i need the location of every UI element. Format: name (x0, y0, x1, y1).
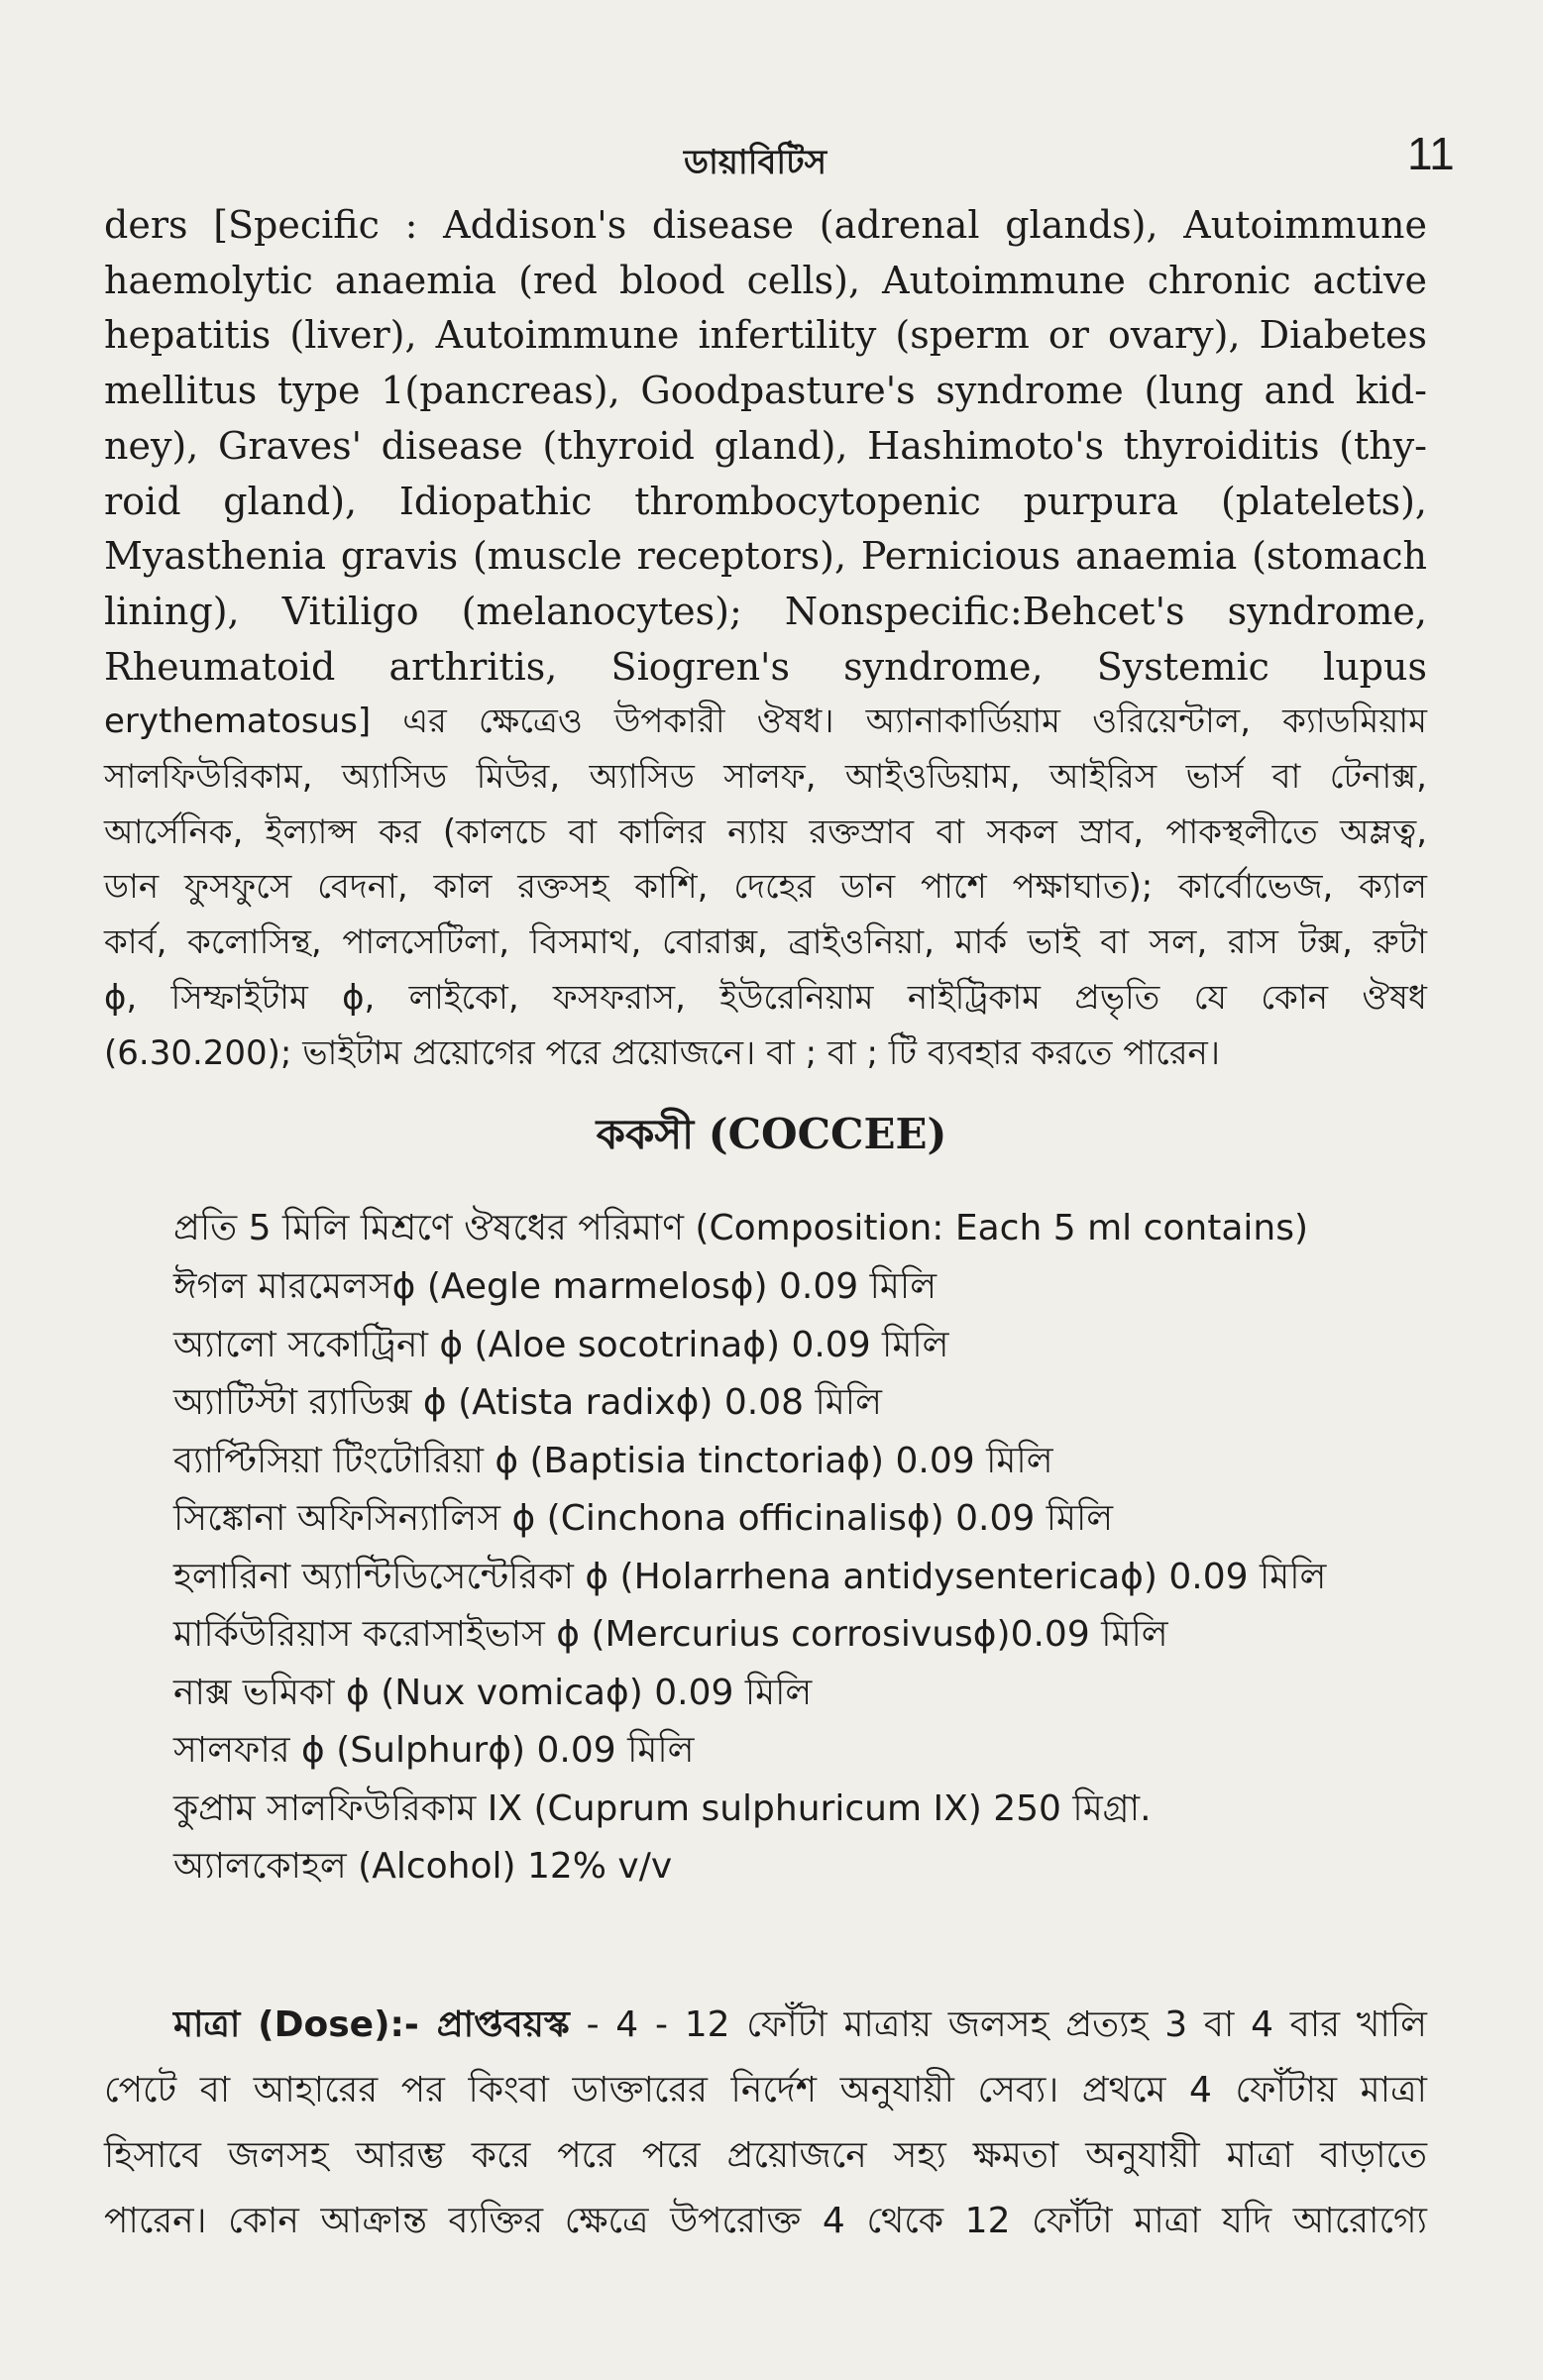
text-line: roid gland), Idiopathic thrombocytopenic purpura (platelets), (104, 479, 1427, 523)
running-title: ডায়াবিটিস (684, 143, 827, 182)
ingredient-item: ব্যাপ্টিসিয়া টিংটোরিয়া ϕ (Baptisia tinctoriaϕ) 0.09 মিলি (173, 1440, 1053, 1481)
text-line: Rheumatoid arthritis, Siogren's syndrome, Systemic lupus (104, 644, 1427, 689)
text-line: আর্সেনিক, ইল্যাপ্স কর (কালচে বা কালির ন্যায় রক্তস্রাব বা সকল স্রাব, পাকস্থলীতে অম্লত্ব, (104, 811, 1427, 852)
text-line: কার্ব, কলোসিন্থ, পালসেটিলা, বিসমাথ, বোরাক্স, ব্রাইওনিয়া, মার্ক ভাই বা সল, রাস টক্স, রুটা (104, 922, 1427, 963)
dose-line (104, 1993, 1427, 2058)
text-line: Myasthenia gravis (muscle receptors), Pernicious anaemia (stomach (104, 534, 1427, 579)
ingredient-item: অ্যালকোহল (Alcohol) 12% v/v (173, 1846, 673, 1887)
body-paragraph (104, 198, 1427, 1081)
ingredient-item: সিঙ্কোনা অফিসিন্যালিস ϕ (Cinchona officinalisϕ) 0.09 মিলি (173, 1498, 1114, 1539)
composition-block (104, 1199, 1427, 1896)
ingredient-item: মার্কিউরিয়াস করোসাইভাস ϕ (Mercurius corrosivusϕ)0.09 মিলি (173, 1614, 1168, 1655)
ingredient-item: সালফার ϕ (Sulphurϕ) 0.09 মিলি (173, 1730, 695, 1771)
text-line: ders [Specific : Addison's disease (adrenal glands), Autoimmune (104, 203, 1427, 247)
ingredient-item: কুপ্রাম সালফিউরিকাম IX (Cuprum sulphuricum IX) 250 মিগ্রা. (173, 1787, 1152, 1829)
page-number: 11 (1407, 128, 1455, 179)
dose-paragraph (104, 1993, 1427, 2254)
text-line: haemolytic anaemia (red blood cells), Autoimmune chronic active (104, 258, 1427, 302)
text-line: (6.30.200); ভাইটাম প্রয়োগের পরে প্রয়োজনে। বা ; বা ; টি ব্যবহার করতে পারেন। (104, 1032, 1220, 1073)
section-heading: ককসী (COCCEE) (596, 1110, 947, 1158)
text-line: lining), Vitiligo (melanocytes); Nonspecific:Behcet's syndrome, (104, 589, 1427, 633)
page-header (0, 127, 1543, 186)
dose-line: পারেন। কোন আক্রান্ত ব্যক্তির ক্ষেত্রে উপরোক্ত 4 থেকে 12 ফোঁটা মাত্রা যদি আরোগ্যে (104, 2201, 1427, 2241)
text-line: সালফিউরিকাম, অ্যাসিড মিউর, অ্যাসিড সালফ, আইওডিয়াম, আইরিস ভার্স বা টেনাক্স, (104, 757, 1427, 798)
text-line: mellitus type 1(pancreas), Goodpasture's syndrome (lung and kid- (104, 369, 1427, 413)
ingredient-item: হলারিনা অ্যান্টিডিসেন্টেরিকা ϕ (Holarrhena antidysentericaϕ) 0.09 মিলি (173, 1556, 1327, 1597)
ingredient-item: ঈগল মারমেলসϕ (Aegle marmelosϕ) 0.09 মিলি (173, 1266, 937, 1307)
dose-line: পেটে বা আহারের পর কিংবা ডাক্তারের নির্দেশ অনুযায়ী সেব্য। প্রথমে 4 ফোঁটায় মাত্রা (104, 2070, 1427, 2110)
ingredient-item: নাক্স ভমিকা ϕ (Nux vomicaϕ) 0.09 মিলি (173, 1672, 813, 1713)
text-line: ডান ফুসফুসে বেদনা, কাল রক্তসহ কাশি, দেহের ডান পাশে পক্ষাঘাত); কার্বোভেজ, ক্যাল (104, 867, 1427, 908)
ingredient-item: অ্যালো সকোট্রিনা ϕ (Aloe socotrinaϕ) 0.09 মিলি (173, 1324, 949, 1365)
dose-line: হিসাবে জলসহ আরম্ভ করে পরে পরে প্রয়োজনে সহ্য ক্ষমতা অনুযায়ী মাত্রা বাড়াতে (104, 2135, 1427, 2176)
text-line: hepatitis (liver), Autoimmune infertility (sperm or ovary), Diabetes (104, 313, 1427, 358)
ingredient-list (104, 1258, 1427, 1896)
dose-label: মাত্রা (Dose):- প্রাপ্তবয়স্ক (173, 2004, 570, 2045)
text-line: ϕ, সিম্ফাইটাম ϕ, লাইকো, ফসফরাস, ইউরেনিয়াম নাইট্রিকাম প্রভৃতি যে কোন ঔষধ (104, 977, 1427, 1018)
ingredient-item: অ্যাটিস্টা র‍্যাডিক্স ϕ (Atista radixϕ) 0.08 মিলি (173, 1382, 882, 1423)
composition-intro: প্রতি 5 মিলি মিশ্রণে ঔষধের পরিমাণ (Composition: Each 5 ml contains) (173, 1208, 1309, 1248)
text-line: ney), Graves' disease (thyroid gland), Hashimoto's thyroiditis (thy- (104, 423, 1427, 468)
dose-text: - 4 - 12 ফোঁটা মাত্রায় জলসহ প্রত্যহ 3 বা 4 বার খালি (586, 2004, 1427, 2045)
text-line: erythematosus] এর ক্ষেত্রেও উপকারী ঔষধ। অ্যানাকার্ডিয়াম ওরিয়েন্টাল, ক্যাডমিয়াম (104, 702, 1427, 742)
